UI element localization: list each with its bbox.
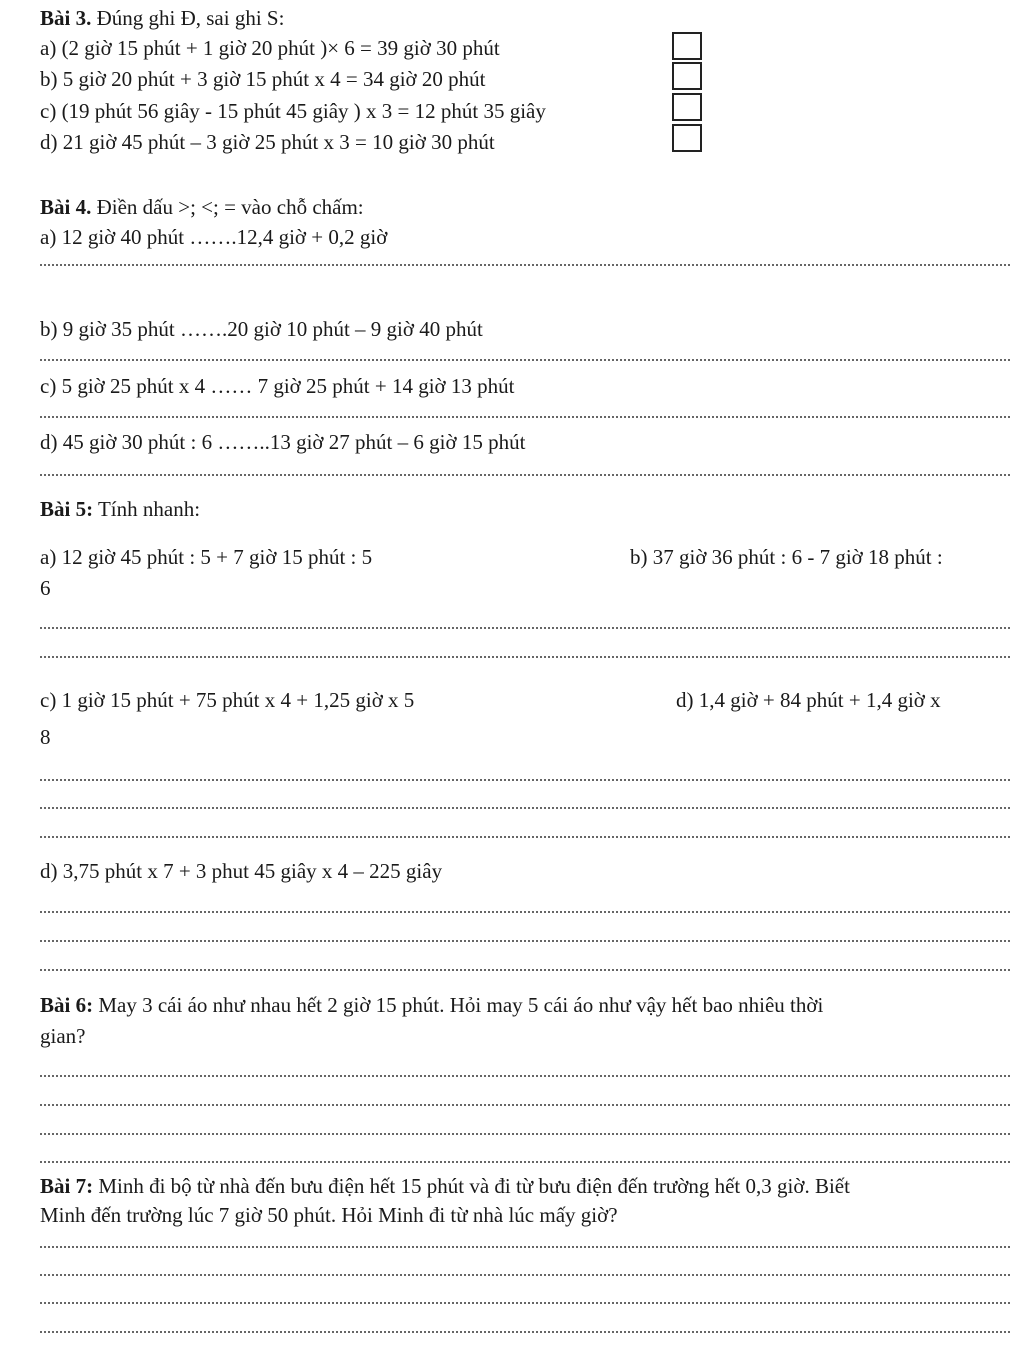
answer-line[interactable]: [40, 1075, 1010, 1077]
answer-line[interactable]: [40, 359, 1010, 361]
answer-line[interactable]: [40, 627, 1010, 629]
bai6-line2: gian?: [40, 1024, 86, 1048]
bai7-text: Minh đi bộ từ nhà đến bưu điện hết 15 phút và đi từ bưu điện đến trường hết 0,3 giờ. Biết: [98, 1174, 850, 1198]
bai7-line2: Minh đến trường lúc 7 giờ 50 phút. Hỏi Minh đi từ nhà lúc mấy giờ?: [40, 1203, 618, 1227]
bai5-instruction: Tính nhanh:: [97, 497, 201, 521]
bai5-item-c: c) 1 giờ 15 phút + 75 phút x 4 + 1,25 giờ x 5: [40, 688, 415, 712]
answer-line[interactable]: [40, 656, 1010, 658]
bai5-item-b: b) 37 giờ 36 phút : 6 - 7 giờ 18 phút :: [630, 545, 943, 569]
answer-line[interactable]: [40, 969, 1010, 971]
answer-line[interactable]: [40, 264, 1010, 266]
answer-line[interactable]: [40, 1331, 1010, 1333]
bai5-title: Bài 5:: [40, 497, 94, 521]
bai3-heading: [40, 5, 284, 31]
bai6-title: Bài 6:: [40, 993, 94, 1017]
bai4-item-a: a) 12 giờ 40 phút …….12,4 giờ + 0,2 giờ: [40, 225, 388, 249]
bai4-heading: [40, 194, 364, 220]
bai4-item-d: d) 45 giờ 30 phút : 6 ……..13 giờ 27 phút – 6 giờ 15 phút: [40, 430, 526, 454]
answer-line[interactable]: [40, 779, 1010, 781]
bai3-item-c: c) (19 phút 56 giây - 15 phút 45 giây ) x 3 = 12 phút 35 giây: [40, 99, 546, 123]
answer-line[interactable]: [40, 1161, 1010, 1163]
bai5-item-e: d) 3,75 phút x 7 + 3 phut 45 giây x 4 – 225 giây: [40, 859, 443, 883]
bai5-item-b-continued: 6: [40, 576, 51, 600]
bai3-item-d: d) 21 giờ 45 phút – 3 giờ 25 phút x 3 = 10 giờ 30 phút: [40, 130, 495, 154]
answer-line[interactable]: [40, 1246, 1010, 1248]
answer-box-d[interactable]: [672, 124, 702, 152]
answer-line[interactable]: [40, 1133, 1010, 1135]
answer-line[interactable]: [40, 807, 1010, 809]
answer-line[interactable]: [40, 1104, 1010, 1106]
answer-line[interactable]: [40, 940, 1010, 942]
answer-line[interactable]: [40, 474, 1010, 476]
answer-line[interactable]: [40, 1274, 1010, 1276]
bai5-item-d-continued: 8: [40, 725, 51, 749]
bai6-text: May 3 cái áo như nhau hết 2 giờ 15 phút. Hỏi may 5 cái áo như vậy hết bao nhiêu thời: [98, 993, 824, 1017]
answer-line[interactable]: [40, 836, 1010, 838]
bai5-item-d: d) 1,4 giờ + 84 phút + 1,4 giờ x: [676, 688, 941, 712]
bai5-item-a: a) 12 giờ 45 phút : 5 + 7 giờ 15 phút : 5: [40, 545, 373, 569]
bai7-title: Bài 7:: [40, 1174, 94, 1198]
bai5-heading: [40, 496, 200, 522]
answer-box-a[interactable]: [672, 32, 702, 60]
bai6-line1: [40, 992, 823, 1018]
bai4-title: Bài 4.: [40, 195, 92, 219]
bai4-item-c: c) 5 giờ 25 phút x 4 …… 7 giờ 25 phút + 14 giờ 13 phút: [40, 374, 515, 398]
bai3-title: Bài 3.: [40, 6, 92, 30]
bai3-item-b: b) 5 giờ 20 phút + 3 giờ 15 phút x 4 = 34 giờ 20 phút: [40, 67, 486, 91]
bai3-instruction: Đúng ghi Đ, sai ghi S:: [96, 6, 285, 30]
bai4-item-b: b) 9 giờ 35 phút …….20 giờ 10 phút – 9 giờ 40 phút: [40, 317, 483, 341]
answer-line[interactable]: [40, 416, 1010, 418]
bai3-item-a: a) (2 giờ 15 phút + 1 giờ 20 phút )× 6 = 39 giờ 30 phút: [40, 36, 500, 60]
answer-line[interactable]: [40, 911, 1010, 913]
bai4-instruction: Điền dấu >; <; = vào chỗ chấm:: [96, 195, 364, 219]
answer-box-b[interactable]: [672, 62, 702, 90]
bai7-line1: [40, 1173, 850, 1199]
answer-box-c[interactable]: [672, 93, 702, 121]
answer-line[interactable]: [40, 1302, 1010, 1304]
